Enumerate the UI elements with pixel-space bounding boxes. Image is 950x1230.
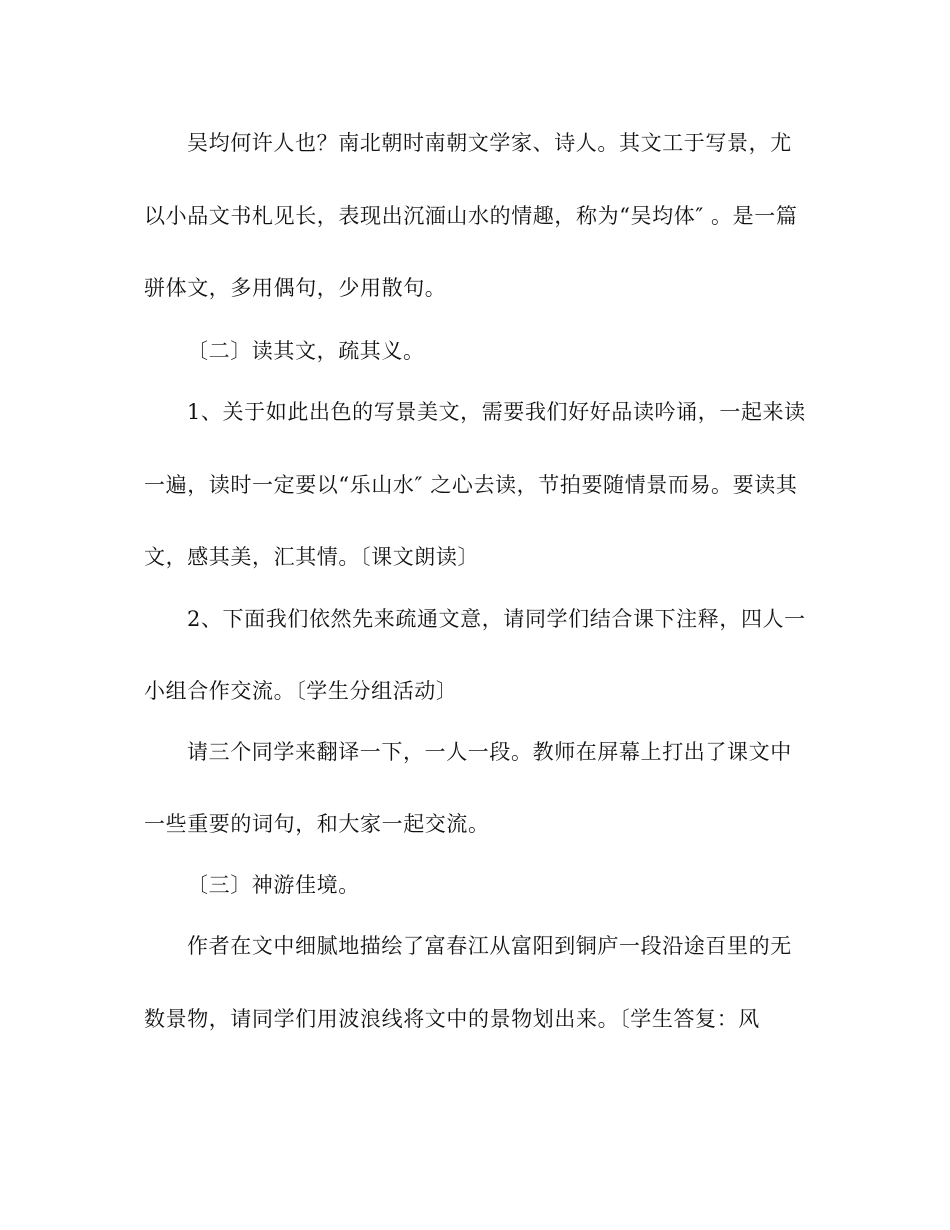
- section-heading: 〔二〕读其文，疏其义。: [187, 339, 425, 363]
- paragraph-line: 一遍，读时一定要以“乐山水″ 之心去读，节拍要随情景而易。要读其: [144, 473, 798, 497]
- paragraph-line: 文，感其美，汇其情。〔课文朗读〕: [144, 545, 480, 569]
- paragraph-line: 小组合作交流。〔学生分组活动〕: [144, 679, 458, 703]
- paragraph-line: 数景物，请同学们用波浪线将文中的景物划出来。〔学生答复：风: [144, 1007, 760, 1031]
- paragraph-line: 一些重要的词句，和大家一起交流。: [144, 812, 490, 836]
- paragraph-line: 2、下面我们依然先来疏通文意，请同学们结合课下注释，四人一: [187, 607, 806, 631]
- paragraph-line: 以小品文书札见长，表现出沉湎山水的情趣，称为“吴均体″ 。是一篇: [144, 204, 798, 228]
- paragraph-line: 请三个同学来翻译一下，一人一段。教师在屏幕上打出了课文中: [187, 740, 792, 764]
- paragraph-line: 1、关于如此出色的写景美文，需要我们好好品读吟诵，一起来读: [187, 400, 806, 424]
- paragraph-line: 作者在文中细腻地描绘了富春江从富阳到铜庐一段沿途百里的无: [187, 934, 792, 958]
- section-heading: 〔三〕神游佳境。: [187, 873, 360, 897]
- paragraph-line: 吴均何许人也？南北朝时南朝文学家、诗人。其文工于写景，尤: [187, 131, 792, 155]
- paragraph-line: 骈体文，多用偶句，少用散句。: [144, 276, 447, 300]
